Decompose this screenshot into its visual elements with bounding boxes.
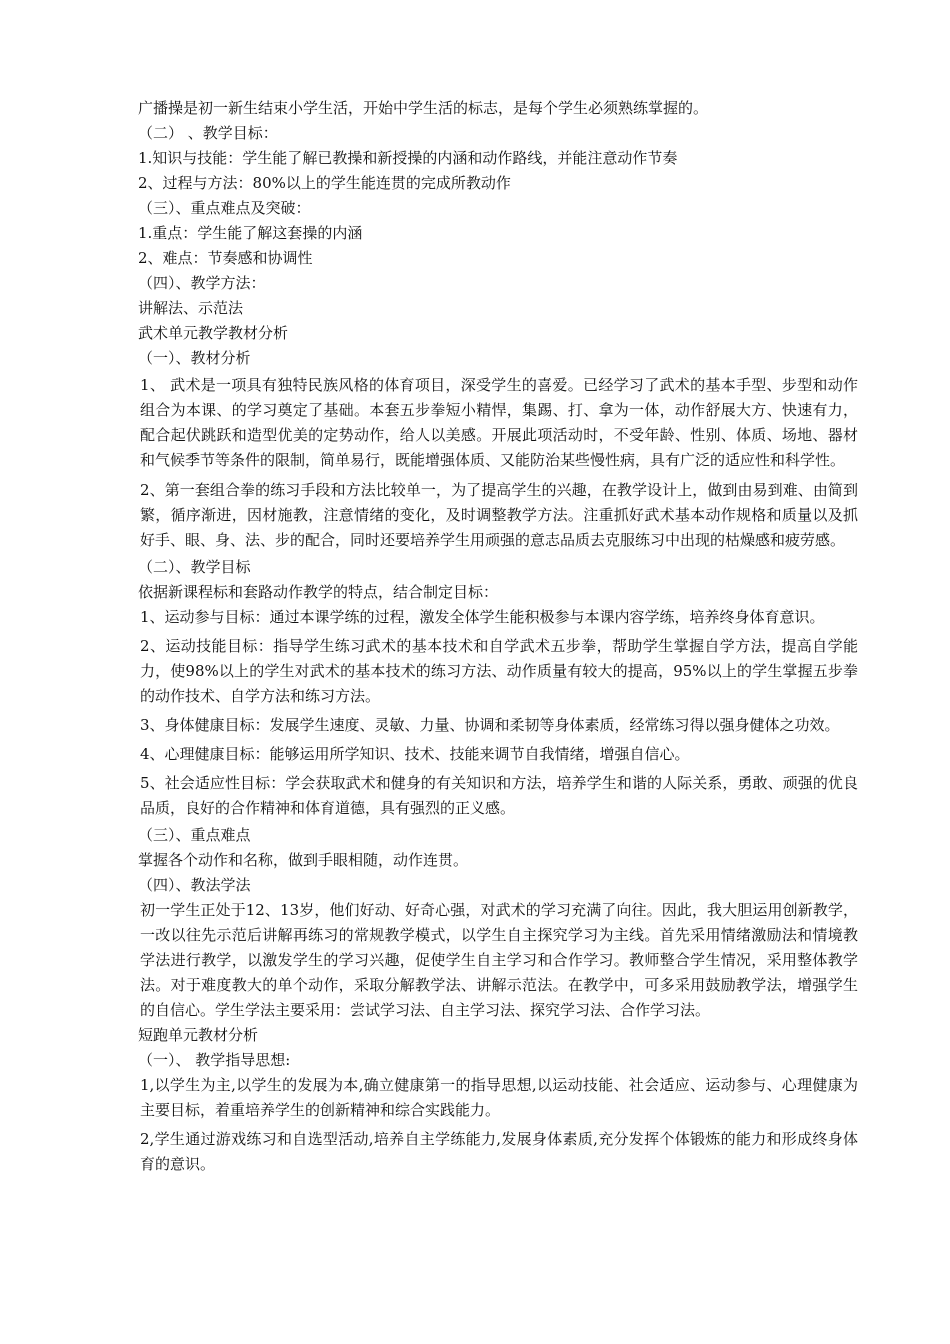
paragraph-1: 1、 武术是一项具有独特民族风格的体育项目，深受学生的喜爱。已经学习了武术的基本手型、步型和动作组合为本课、的学习奠定了基础。本套五步拳短小精悍，集踢、打、拿为一体，动作舒展大方、快速有力，配合起伏跳跃和造型优美的定势动作，给人以美感。开展此项活动时，不受年龄、性别、体质、场地、器材和气候季节等条件的限制，简单易行，既能增强体质、又能防治某些慢性病，具有广泛的适应性和科学性。 — [140, 376, 858, 469]
wushu-title: 武术单元教学教材分析 — [138, 324, 289, 342]
section4-heading: （四）、教法学法 — [138, 876, 251, 894]
section3-heading: （三）、重点难点 — [138, 826, 251, 844]
document-page — [98, 96, 858, 1177]
sprint-title: 短跑单元教材分析 — [138, 1026, 259, 1044]
goal-5: 5、社会适应性目标：学会获取武术和健身的有关知识和方法，培养学生和谐的人际关系，勇敢、顽强的优良品质，良好的合作精神和体育道德，具有强烈的正义感。 — [140, 774, 858, 817]
sprint-heading: （一）、 教学指导思想: — [138, 1051, 291, 1069]
intro-line: 广播操是初一新生结束小学生活，开始中学生活的标志，是每个学生必须熟练掌握的。 — [138, 99, 709, 117]
goal-4: 4、心理健康目标：能够运用所学知识、技术、技能来调节自我情绪，增强自信心。 — [140, 745, 690, 763]
goal-3: 3、身体健康目标：发展学生速度、灵敏、力量、协调和柔韧等身体素质，经常练习得以强身健体之功效。 — [140, 716, 840, 734]
heading-teaching-goals: （二） 、教学目标： — [138, 124, 278, 142]
section4-text: 初一学生正处于12、13岁，他们好动、好奇心强，对武术的学习充满了向往。因此，我大胆运用创新教学，一改以往先示范后讲解再练习的常规教学模式，以学生自主探究学习为主线。首先采用情绪激励法和情境教学法进行教学，以激发学生的学习兴趣，促使学生自主学习和合作学习。教师整合学生情况，采用整体教学法。对于难度教大的单个动作，采取分解教学法、讲解示范法。在教学中，可多采用鼓励教学法，增强学生的自信心。学生学法主要采用：尝试学习法、自主学习法、探究学习法、合作学习法。 — [140, 901, 858, 1019]
difficulty: 2、难点：节奏感和协调性 — [138, 249, 313, 267]
sprint-item-2: 2,学生通过游戏练习和自选型活动,培养自主学练能力,发展身体素质,充分发挥个体锻炼的能力和形成终身体育的意识。 — [140, 1130, 858, 1173]
goal-process: 2、过程与方法：80%以上的学生能连贯的完成所教动作 — [138, 174, 511, 192]
heading-material-analysis: （一）、教材分析 — [138, 349, 251, 367]
teaching-methods: 讲解法、示范法 — [138, 299, 244, 317]
section3-text: 掌握各个动作和名称，做到手眼相随，动作连贯。 — [138, 851, 469, 869]
heading-teaching-methods: （四）、教学方法： — [138, 274, 266, 292]
heading-key-points: （三）、重点难点及突破： — [138, 199, 311, 217]
section2-intro: 依据新课程标和套路动作教学的特点，结合制定目标： — [138, 583, 499, 601]
goal-1: 1、运动参与目标：通过本课学练的过程，激发全体学生能积极参与本课内容学练，培养终身体育意识。 — [140, 608, 825, 626]
paragraph-2: 2、第一套组合拳的练习手段和方法比较单一，为了提高学生的兴趣，在教学设计上，做到由易到难、由简到繁，循序渐进，因材施教，注意情绪的变化，及时调整教学方法。注重抓好武术基本动作规格和质量以及抓好手、眼、身、法、步的配合，同时还要培养学生用顽强的意志品质去克服练习中出现的枯燥感和疲劳感。 — [140, 481, 858, 549]
goal-2: 2、运动技能目标：指导学生练习武术的基本技术和自学武术五步拳，帮助学生掌握自学方法，提高自学能力，使98%以上的学生对武术的基本技术的练习方法、动作质量有较大的提高，95%以上的学生掌握五步拳的动作技术、自学方法和练习方法。 — [140, 637, 858, 705]
key-point: 1.重点：学生能了解这套操的内涵 — [138, 224, 363, 242]
section2-heading: （二）、教学目标 — [138, 558, 251, 576]
sprint-item-1: 1,以学生为主,以学生的发展为本,确立健康第一的指导思想,以运动技能、社会适应、运动参与、心理健康为主要目标，着重培养学生的创新精神和综合实践能力。 — [140, 1076, 858, 1119]
goal-knowledge: 1.知识与技能：学生能了解已教操和新授操的内涵和动作路线，并能注意动作节奏 — [138, 149, 678, 167]
